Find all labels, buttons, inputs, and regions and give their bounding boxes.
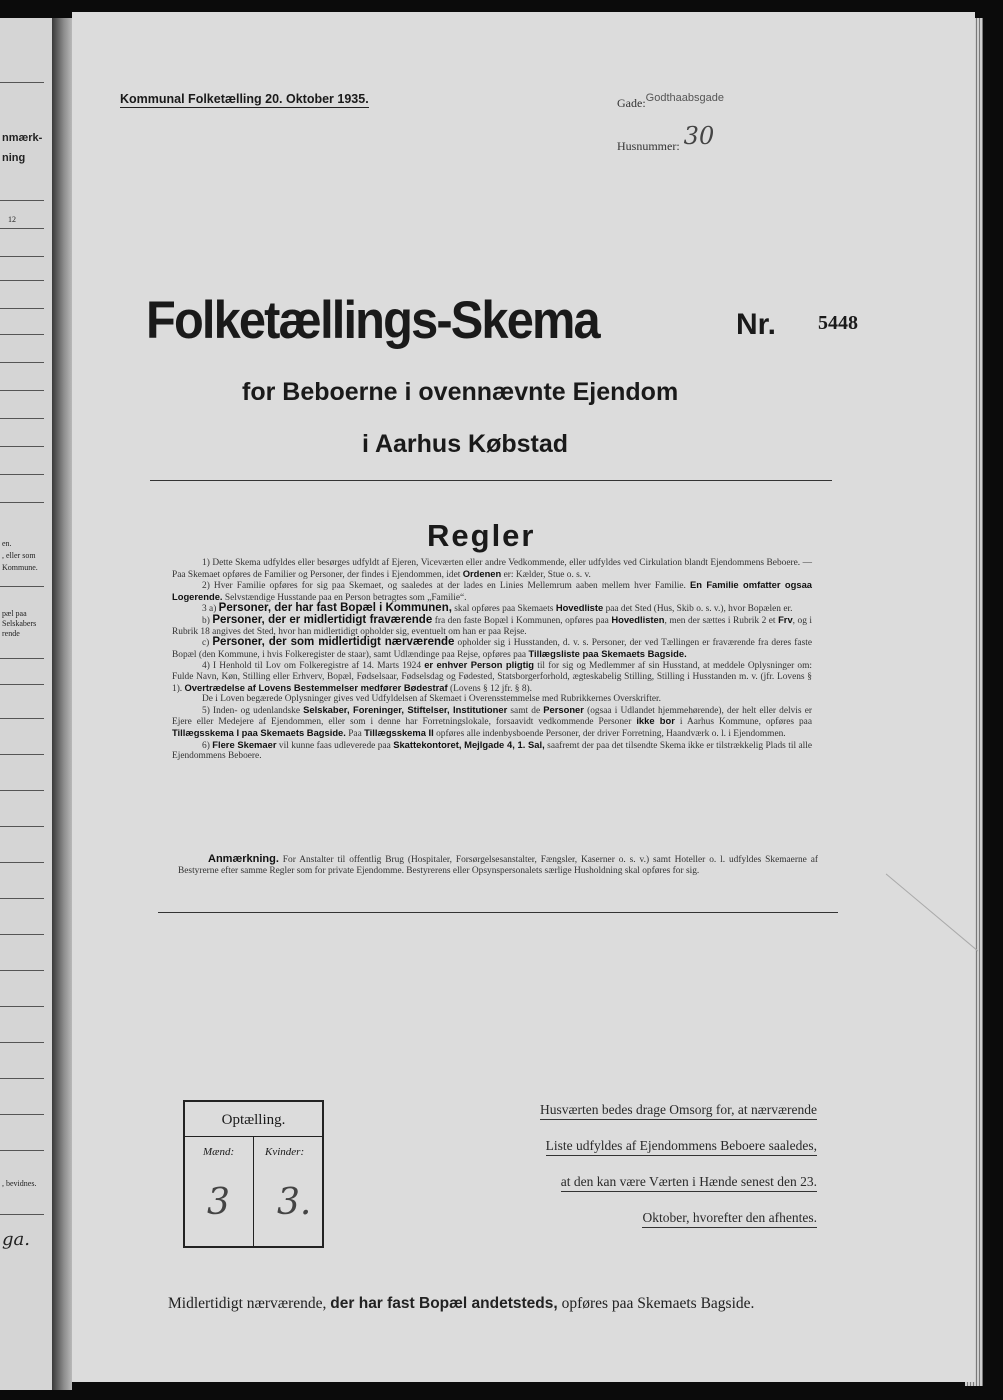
street-value: Godthaabsgade <box>645 92 724 104</box>
street-field <box>617 94 724 112</box>
left-handwriting-fragment: ga. <box>2 1229 30 1250</box>
notice-line: Oktober, hvorefter den afhentes. <box>642 1210 817 1228</box>
form-number-value: 5448 <box>818 312 858 334</box>
census-form-page <box>72 12 975 1382</box>
women-count: 3. <box>277 1182 312 1223</box>
form-subtitle-residents: for Beboerne i ovennævnte Ejendom <box>242 378 679 406</box>
census-header: Kommunal Folketælling 20. Oktober 1935. <box>120 92 369 106</box>
divider-top <box>150 480 832 481</box>
left-fragment: ning <box>2 152 26 164</box>
left-fragment: pæl paa <box>2 609 27 618</box>
rule-3b: b) Personer, der er midlertidigt fraværende fra den faste Bopæl i Kommunen, opføres paa Hovedlisten, men der sættes i Rubrik 2 et Frv, og i Rubrik 18 angives det Sted, hvor han midlertidigt opholder sig, eventuelt om han er paa Rejse. <box>172 613 813 637</box>
rule-6: 6) Flere Skemaer vil kunne faas udleverede paa Skattekontoret, Mejlgade 4, 1. Sal, saafremt der paa det tilsendte Skema ikke er tilstrækkelig Plads til alle Ejendommens Beboere. <box>172 738 813 762</box>
left-fragment: nmærk- <box>2 132 43 144</box>
house-number-value: 30 <box>683 122 715 150</box>
left-fragment: , bevidnes. <box>2 1179 37 1188</box>
left-fragment: Selskabers <box>2 619 37 628</box>
women-label: Kvinder: <box>265 1146 305 1158</box>
form-title: Folketællings-Skema <box>146 291 599 350</box>
rule-3c: c) Personer, der som midlertidigt nærværende opholder sig i Husstanden, d. v. s. Personer, der ved Tællingen er fraværende fra deres faste Bopæl (den Kommune, i hvis Folkeregister de staar), samt Udlændinge paa Rejse, opføres paa Tillægsliste paa Skemaets Bagside. <box>172 636 812 660</box>
form-number-label: Nr. <box>736 308 777 341</box>
left-fragment: rende <box>2 629 20 638</box>
left-fragment: , eller som <box>2 551 36 560</box>
remark-text: Anmærkning. For Anstalter til offentlig Brug (Hospitaler, Forsørgelsesanstalter, Fængsler, Kaserner o. s. v.) samt Hoteller o. l. udfyldes Skemaerne af Bestyrerne efter samme Regler som for private Ejendomme. Bestyrerens eller Opsynspersonalets særlige Husholdning skal opføres for sig. <box>178 853 818 876</box>
house-number-field <box>617 122 715 156</box>
rule-3a: 3 a) Personer, der har fast Bopæl i Kommunen, skal opføres paa Skemaets Hovedliste paa det Sted (Hus, Skib o. s. v.), hvor Bopælen er. <box>202 602 793 615</box>
count-title: Optælling. <box>185 1102 322 1137</box>
remark-label: Anmærkning. <box>208 853 279 865</box>
book-gutter <box>52 18 72 1390</box>
rule-4: 4) I Henhold til Lov om Folkeregistre af 14. Marts 1924 er enhver Person pligtig til for sig og Medlemmer af sin Husstand, at meddele Oplysninger om: Fulde Navn, Køn, Stilling eller Erhverv, Bopæl, Fødselsaar, Fødselsdag og Fødested, Statsborgerforhold, ægteskabelig Stilling, Stilling i Husstanden m. v. (jfr. Lovens § 1). Overtrædelse af Lovens Bestemmelser medfører Bødestraf (Lovens § 12 jfr. § 8). <box>172 659 813 694</box>
left-fragment: 12 <box>8 215 16 224</box>
rule-2: 2) Hver Familie opføres for sig paa Skemaet, og saaledes at der lades en Linies Mellemrum aaben mellem hver Familie. En Familie omfatter ogsaa Logerende. Selvstændige Husstande paa en Person betragtes som „Familie“. <box>172 579 812 603</box>
rule-5: 5) Inden- og udenlandske Selskaber, Foreninger, Stiftelser, Institutioner samt de Personer (ogsaa i Udlandet hjemmehørende), der helt eller delvis er Ejere eller Medejere af Ejendommen, eller som i denne har Forretningslokale, forsaavidt vedkommende Personer ikke bor i Aarhus Kommune, opføres paa Tillægsskema I paa Skemaets Bagside. Paa Tillægsskema II opføres alle indenbysboende Personer, der driver Forretning, Haandværk o. l. i Ejendommen. <box>172 703 813 739</box>
form-subtitle-city: i Aarhus Købstad <box>362 430 569 458</box>
men-count: 3 <box>207 1182 230 1223</box>
left-fragment: Kommune. <box>2 563 38 572</box>
margin-scratch <box>886 874 979 952</box>
rule-4-note: De i Loven begærede Oplysninger gives ved Udfyldelsen af Skemaet i Overensstemmelse med Rubrikkernes Overskrifter. <box>202 694 661 705</box>
notice-line: Liste udfyldes af Ejendommens Beboere saaledes, <box>546 1138 817 1156</box>
divider-bottom <box>158 912 838 913</box>
rule-1: 1) Dette Skema udfyldes eller besørges udfyldt af Ejeren, Viceværten eller andre Vedkommende, eller udfyldes ved Cirkulation blandt Ejendommens Beboere. — Paa Skemaet opføres de Familier og Personer, der findes i Ejendommen, idet Ordenen er: Kælder, Stue o. s. v. <box>172 558 812 580</box>
notice-line: Husværten bedes drage Omsorg for, at nærværende <box>540 1102 817 1120</box>
house-number-label: Husnummer: <box>617 139 680 153</box>
notice-line: at den kan være Værten i Hænde senest den 23. <box>561 1174 817 1192</box>
street-label: Gade: <box>617 96 646 110</box>
footer-note: Midlertidigt nærværende, der har fast Bopæl andetsteds, opføres paa Skemaets Bagside. <box>168 1295 755 1312</box>
rules-text <box>172 558 812 762</box>
rules-heading: Regler <box>427 518 536 553</box>
previous-page-fragment <box>0 18 52 1390</box>
left-fragment: en. <box>2 539 12 548</box>
count-box <box>183 1100 324 1248</box>
men-label: Mænd: <box>203 1146 235 1158</box>
